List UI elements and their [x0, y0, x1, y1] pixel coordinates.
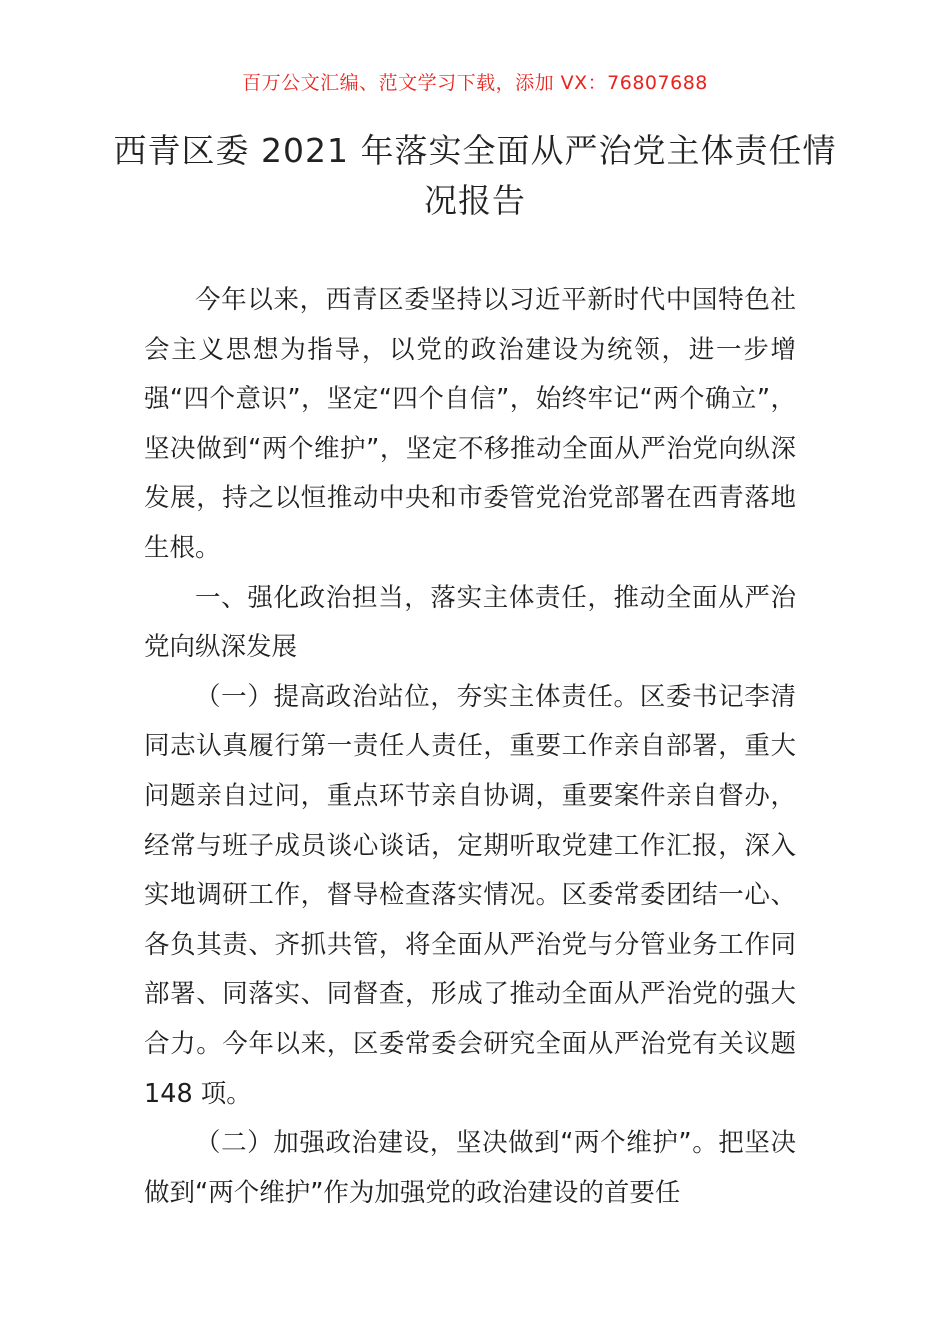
section-heading-1: 一、强化政治担当，落实主体责任，推动全面从严治党向纵深发展 [144, 582, 796, 663]
document-title: 西青区委 2021 年落实全面从严治党主体责任情况报告 [113, 131, 837, 220]
promo-banner: 百万公文汇编、范文学习下载，添加 VX：76807688 [242, 72, 708, 94]
document-body [144, 276, 796, 1218]
paragraph-subsection-1: （一）提高政治站位，夯实主体责任。区委书记李清同志认真履行第一责任人责任，重要工作亲自部署，重大问题亲自过问，重点环节亲自协调，重要案件亲自督办，经常与班子成员谈心谈话，定期听取党建工作汇报，深入实地调研工作，督导检查落实情况。区委常委团结一心、各负其责、齐抓共管，将全面从严治党与分管业务工作同部署、同落实、同督查，形成了推动全面从严治党的强大合力。今年以来，区委常委会研究全面从严治党有关议题 148 项。 [144, 681, 796, 1109]
paragraph-intro: 今年以来，西青区委坚持以习近平新时代中国特色社会主义思想为指导，以党的政治建设为统领，进一步增强“四个意识”，坚定“四个自信”，始终牢记“两个确立”，坚决做到“两个维护”，坚定不移推动全面从严治党向纵深发展，持之以恒推动中央和市委管党治党部署在西青落地生根。 [144, 285, 796, 563]
paragraph-subsection-2: （二）加强政治建设，坚决做到“两个维护”。把坚决做到“两个维护”作为加强党的政治建设的首要任 [144, 1128, 796, 1208]
